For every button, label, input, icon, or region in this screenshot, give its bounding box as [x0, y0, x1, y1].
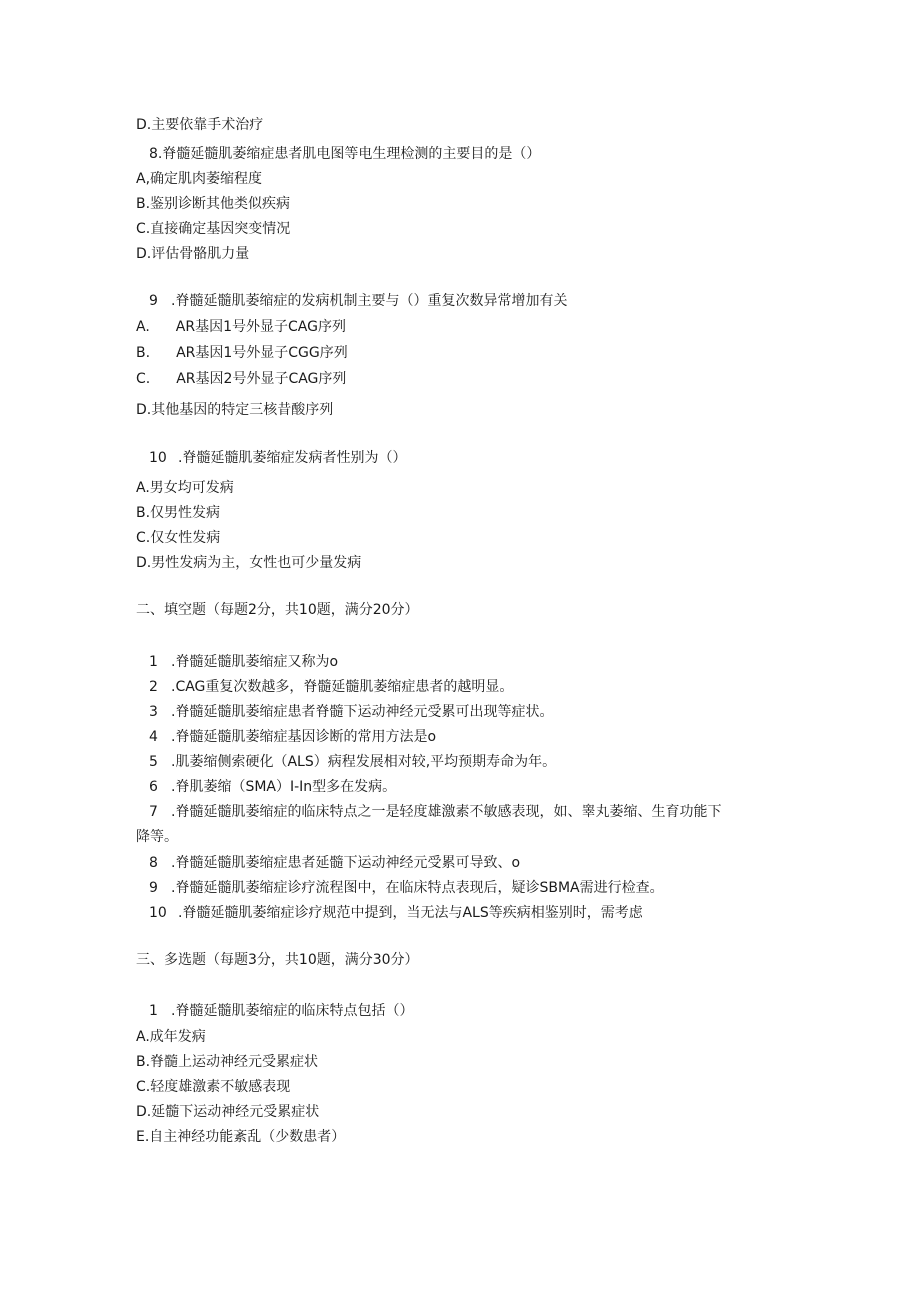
fill-item-2-number: 2	[149, 679, 158, 695]
q9-option-b-text: AR基因1号外显子CGG序列	[176, 345, 348, 361]
fill-item-8-number: 8	[149, 855, 158, 871]
fill-item-8	[149, 854, 520, 872]
q9-option-a-label: A.	[136, 319, 150, 335]
mc-q1-stem-text: .脊髓延髓肌萎缩症的临床特点包括（）	[171, 1003, 414, 1019]
q9-option-a	[136, 318, 346, 336]
mc-q1-number: 1	[149, 1003, 158, 1019]
q9-option-a-text: AR基因1号外显子CAG序列	[175, 319, 346, 335]
q10-option-b: B.仅男性发病	[136, 505, 221, 521]
fill-item-3-text: .脊髓延髓肌萎缩症患者脊髓下运动神经元受累可出现等症状。	[171, 704, 554, 720]
q7-option-d: D.主要依靠手术治疗	[136, 117, 264, 133]
fill-item-7	[149, 803, 721, 821]
fill-item-6-text: .脊肌萎缩（SMA）I-In型多在发病。	[171, 779, 397, 795]
q9-stem	[149, 292, 567, 310]
fill-item-9-text: .脊髓延髓肌萎缩症诊疗流程图中，在临床特点表现后，疑诊SBMA需进行检查。	[171, 880, 664, 896]
q9-option-c	[136, 370, 346, 388]
fill-item-1	[149, 653, 338, 671]
q8-option-c: C.直接确定基因突变情况	[136, 221, 291, 237]
fill-item-6-number: 6	[149, 779, 158, 795]
section2-heading: 二、填空题（每题2分，共10题，满分20分）	[136, 602, 419, 618]
fill-item-8-text: .脊髓延髓肌萎缩症患者延髓下运动神经元受累可导致、o	[171, 855, 521, 871]
fill-item-2	[149, 678, 513, 696]
q9-number: 9	[149, 293, 158, 309]
q9-option-c-text: AR基因2号外显子CAG序列	[176, 371, 347, 387]
q9-option-c-label: C.	[136, 371, 151, 387]
fill-item-3	[149, 703, 553, 721]
fill-item-4-number: 4	[149, 729, 158, 745]
fill-item-9-number: 9	[149, 880, 158, 896]
fill-item-4-text: .脊髓延髓肌萎缩症基因诊断的常用方法是o	[171, 729, 437, 745]
q9-option-d: D.其他基因的特定三核昔酸序列	[136, 402, 334, 418]
fill-item-2-text: .CAG重复次数越多，脊髓延髓肌萎缩症患者的越明显。	[171, 679, 514, 695]
fill-item-6	[149, 778, 396, 796]
fill-item-7-continuation: 降等。	[136, 829, 178, 845]
q10-option-c: C.仅女性发病	[136, 530, 221, 546]
q10-stem	[149, 449, 406, 467]
q8-option-b: B.鉴别诊断其他类似疾病	[136, 196, 291, 212]
q8-option-a: A,确定肌肉萎缩程度	[136, 171, 263, 187]
fill-item-10	[149, 904, 643, 922]
q10-option-d: D.男性发病为主，女性也可少量发病	[136, 555, 362, 571]
fill-item-10-text: .脊髓延髓肌萎缩症诊疗规范中提到，当无法与ALS等疾病相鉴别时，需考虑	[178, 905, 643, 921]
mc-q1-option-c: C.轻度雄激素不敏感表现	[136, 1079, 291, 1095]
fill-item-7-number: 7	[149, 804, 158, 820]
mc-q1-option-a: A.成年发病	[136, 1029, 206, 1045]
q10-option-a: A.男女均可发病	[136, 480, 234, 496]
q10-stem-text: .脊髓延髓肌萎缩症发病者性别为（）	[178, 450, 407, 466]
fill-item-1-number: 1	[149, 654, 158, 670]
fill-item-1-text: .脊髓延髓肌萎缩症又称为o	[171, 654, 339, 670]
section3-heading: 三、多选题（每题3分，共10题，满分30分）	[136, 952, 419, 968]
fill-item-5	[149, 753, 556, 771]
q8-option-d: D.评估骨骼肌力量	[136, 246, 250, 262]
mc-q1-option-e: E.自主神经功能紊乱（少数患者）	[136, 1129, 346, 1145]
q9-option-b	[136, 344, 348, 362]
mc-q1-option-d: D.延髓下运动神经元受累症状	[136, 1104, 320, 1120]
fill-item-4	[149, 728, 436, 746]
mc-q1-stem	[149, 1002, 413, 1020]
q8-stem: 8.脊髓延髓肌萎缩症患者肌电图等电生理检测的主要目的是（）	[149, 146, 541, 162]
fill-item-3-number: 3	[149, 704, 158, 720]
q9-option-b-label: B.	[136, 345, 151, 361]
fill-item-10-number: 10	[149, 905, 167, 921]
q9-stem-text: .脊髓延髓肌萎缩症的发病机制主要与（）重复次数异常增加有关	[171, 293, 568, 309]
fill-item-7-text: .脊髓延髓肌萎缩症的临床特点之一是轻度雄激素不敏感表现，如、睾丸萎缩、生育功能下	[171, 804, 722, 820]
fill-item-9	[149, 879, 664, 897]
fill-item-5-number: 5	[149, 754, 158, 770]
mc-q1-option-b: B.脊髓上运动神经元受累症状	[136, 1054, 319, 1070]
q10-number: 10	[149, 450, 167, 466]
fill-item-5-text: .肌萎缩侧索硬化（ALS）病程发展相对较,平均预期寿命为年。	[171, 754, 557, 770]
